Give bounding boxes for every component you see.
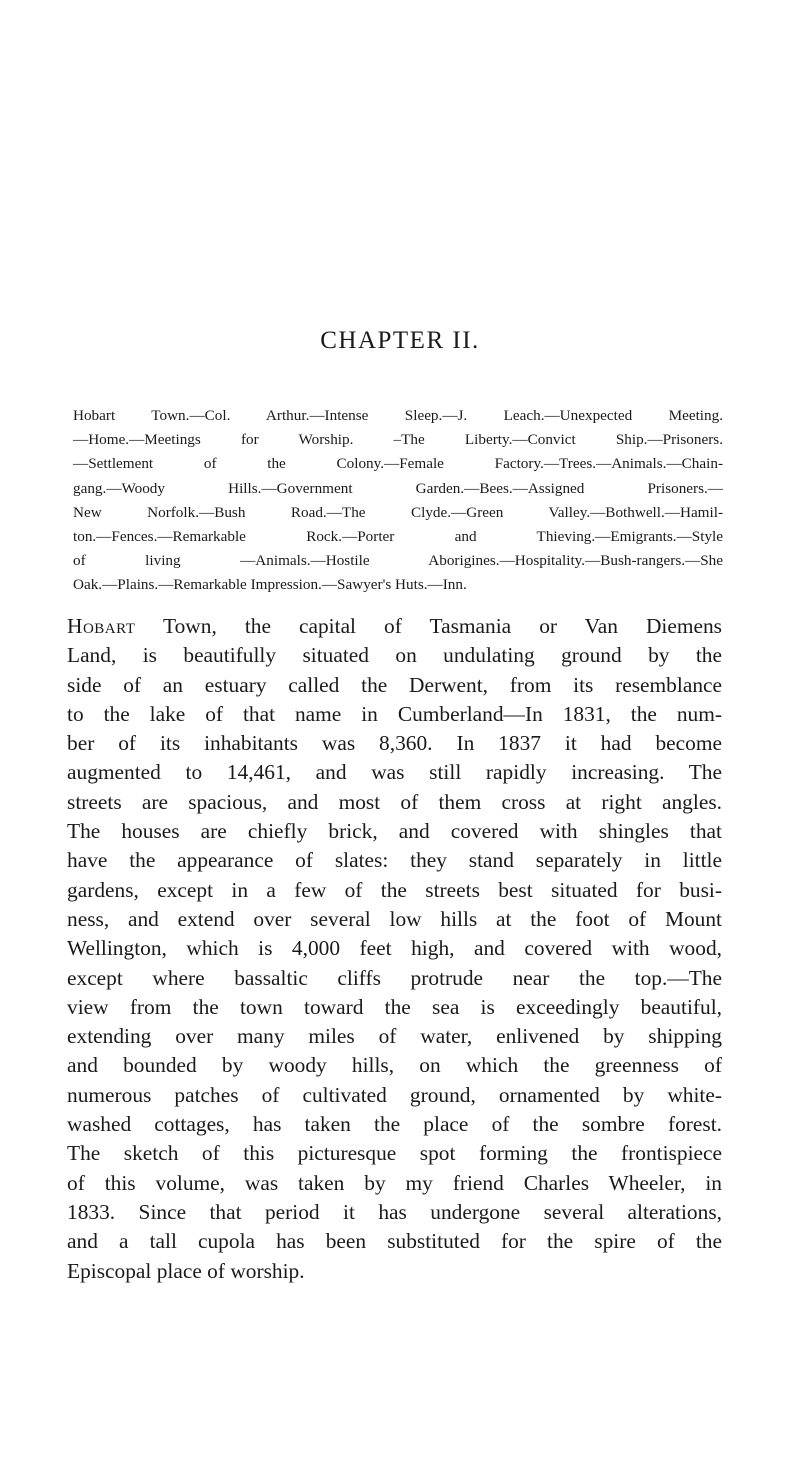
chapter-title: CHAPTER II. — [320, 327, 480, 354]
body-line: The houses are chiefly brick, and covered with shingles that — [67, 819, 722, 844]
synopsis-line: —Settlement of the Colony.—Female Factory.—Trees.—Animals.—Chain- — [73, 455, 723, 473]
synopsis-line: —Home.—Meetings for Worship. –The Liberty.—Convict Ship.—Prisoners. — [73, 431, 723, 449]
body-line: to the lake of that name in Cumberland—In 1831, the num- — [67, 701, 722, 726]
body-line: The sketch of this picturesque spot forming the frontispiece — [67, 1141, 722, 1166]
body-line: gardens, except in a few of the streets best situated for busi- — [67, 877, 722, 902]
body-line: side of an estuary called the Derwent, from its resemblance — [67, 672, 722, 697]
body-line — [67, 612, 722, 641]
body-line: streets are spacious, and most of them cross at right angles. — [67, 789, 722, 814]
body-line: washed cottages, has taken the place of the sombre forest. — [67, 1112, 722, 1137]
synopsis-line: ton.—Fences.—Remarkable Rock.—Porter and Thieving.—Emigrants.—Style — [73, 528, 723, 546]
body-line: and bounded by woody hills, on which the greenness of — [67, 1053, 722, 1078]
synopsis-line: gang.—Woody Hills.—Government Garden.—Bees.—Assigned Prisoners.— — [73, 479, 723, 497]
synopsis-line: Hobart Town.—Col. Arthur.—Intense Sleep.—J. Leach.—Unexpected Meeting. — [73, 407, 723, 424]
body-line: augmented to 14,461, and was still rapidly increasing. The — [67, 760, 722, 785]
synopsis-line: New Norfolk.—Bush Road.—The Clyde.—Green Valley.—Bothwell.—Hamil- — [73, 503, 723, 521]
body-line: have the appearance of slates: they stand separately in little — [67, 848, 722, 873]
first-line-text: Town, the capital of Tasmania or Van Diemens — [135, 614, 722, 638]
synopsis-line: of living —Animals.—Hostile Aborigines.—Hospitality.—Bush-rangers.—She — [73, 552, 723, 570]
body-paragraph — [67, 612, 722, 1286]
synopsis-line: Oak.—Plains.—Remarkable Impression.—Sawyer's Huts.—Inn. — [73, 576, 467, 594]
body-line: view from the town toward the sea is exceedingly beautiful, — [67, 994, 722, 1019]
chapter-synopsis — [73, 404, 723, 598]
body-line: ness, and extend over several low hills at the foot of Mount — [67, 906, 722, 931]
body-line: ber of its inhabitants was 8,360. In 1837 it had become — [67, 731, 722, 756]
body-line: extending over many miles of water, enlivened by shipping — [67, 1024, 722, 1049]
body-line: Land, is beautifully situated on undulating ground by the — [67, 643, 722, 668]
body-line: 1833. Since that period it has undergone several alterations, — [67, 1199, 722, 1224]
body-line: and a tall cupola has been substituted for the spire of the — [67, 1229, 722, 1254]
lead-word: Hobart — [67, 614, 136, 638]
body-line: Episcopal place of worship. — [67, 1258, 305, 1283]
body-line: Wellington, which is 4,000 feet high, and covered with wood, — [67, 936, 722, 961]
body-line: numerous patches of cultivated ground, ornamented by white- — [67, 1082, 722, 1107]
body-line: except where bassaltic cliffs protrude near the top.—The — [67, 965, 722, 990]
body-line: of this volume, was taken by my friend Charles Wheeler, in — [67, 1170, 722, 1195]
